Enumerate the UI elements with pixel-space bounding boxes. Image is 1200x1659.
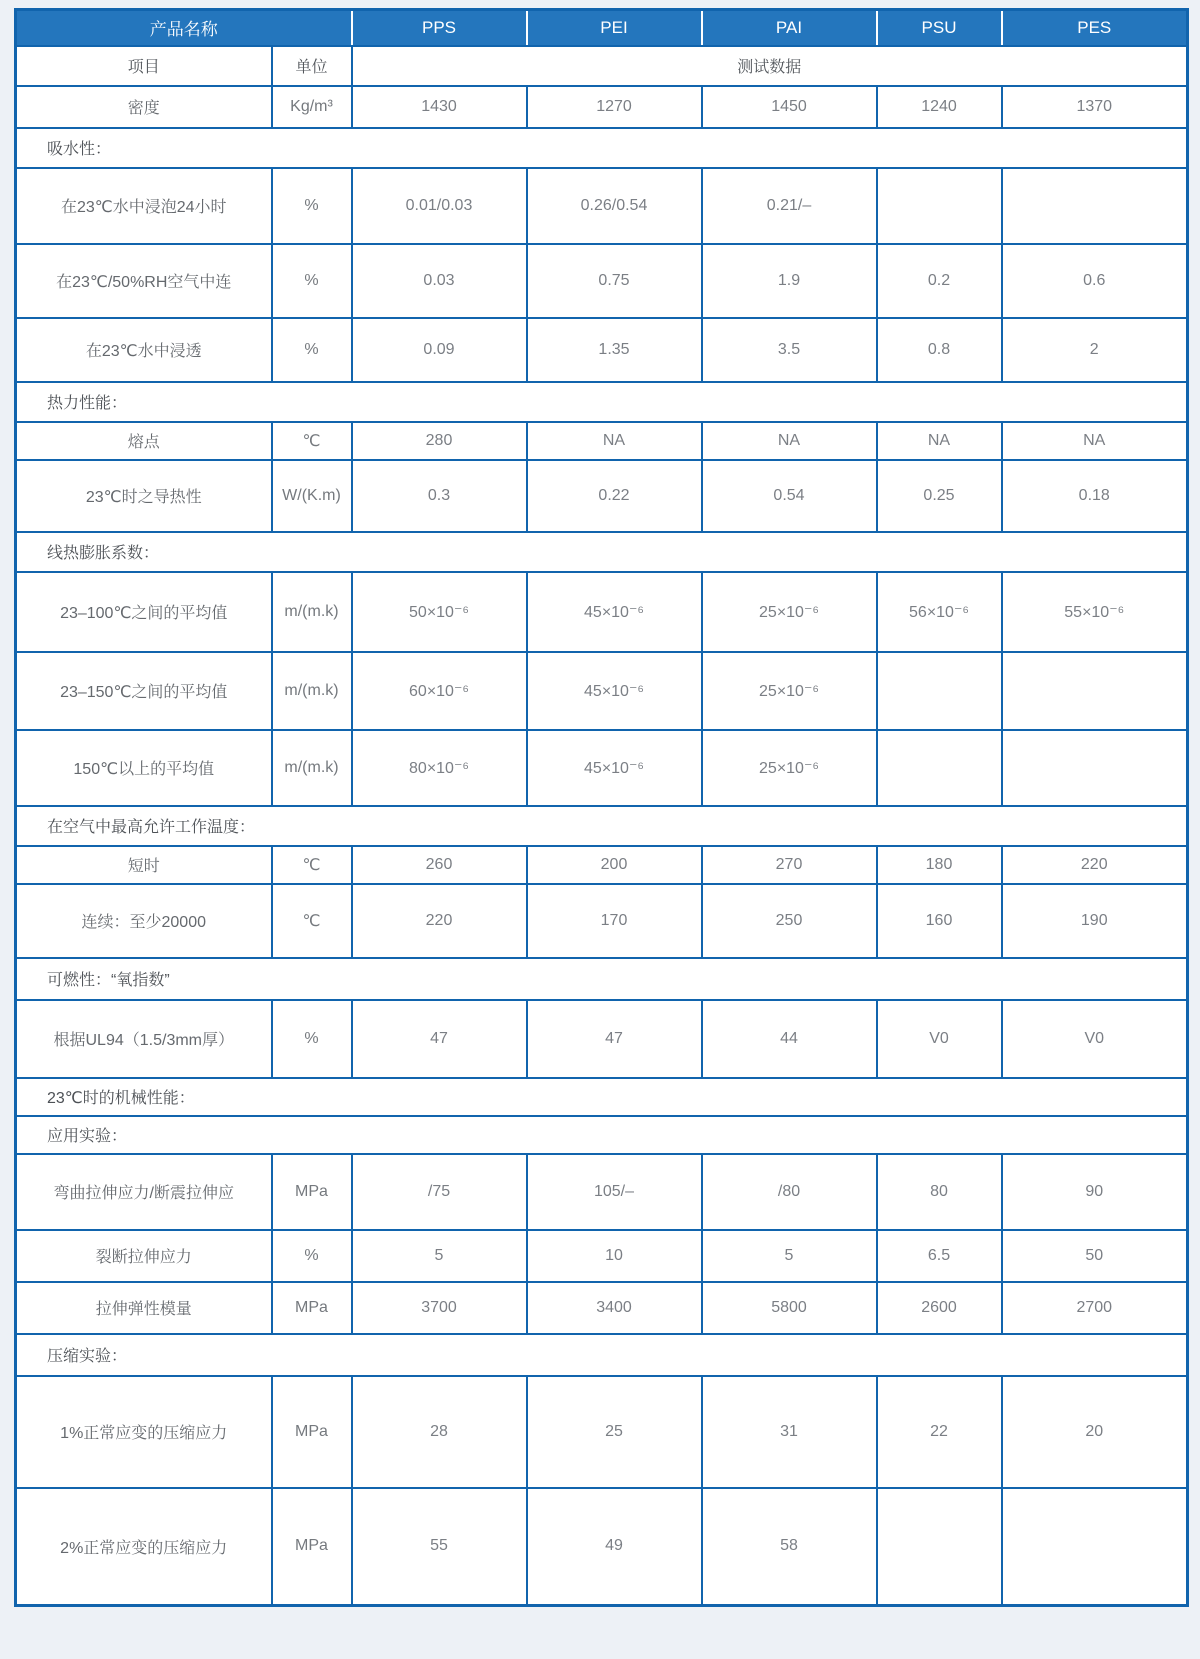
value-cell-pei: 49 [527, 1488, 702, 1606]
item-label-cell: 熔点 [16, 422, 272, 460]
unit-cell: m/(m.k) [272, 572, 352, 652]
value-cell-psu: 0.2 [877, 244, 1002, 318]
value-cell-psu [877, 168, 1002, 244]
section-label: 压缩实验： [16, 1334, 1188, 1376]
section-row-application-test [16, 1116, 1188, 1154]
value-cell-pes: 2700 [1002, 1282, 1188, 1334]
item-label-cell: 短时 [16, 846, 272, 884]
column-header-pei: PEI [527, 10, 702, 46]
table-row [16, 572, 1188, 652]
value-cell-pps: 0.3 [352, 460, 527, 532]
value-cell-pes [1002, 730, 1188, 806]
value-cell-pai: 270 [702, 846, 877, 884]
value-cell-pes [1002, 168, 1188, 244]
value-cell-pai: 5800 [702, 1282, 877, 1334]
value-cell-pai: NA [702, 422, 877, 460]
value-cell-pei: 1.35 [527, 318, 702, 382]
value-cell-pps: 260 [352, 846, 527, 884]
value-cell-pei: 0.22 [527, 460, 702, 532]
item-label-cell: 拉伸弹性模量 [16, 1282, 272, 1334]
table-row [16, 1488, 1188, 1606]
value-cell-pai: 25×10⁻⁶ [702, 572, 877, 652]
unit-cell: MPa [272, 1282, 352, 1334]
item-label-cell: 在23℃水中浸透 [16, 318, 272, 382]
value-cell-pei: 45×10⁻⁶ [527, 572, 702, 652]
value-cell-psu: 6.5 [877, 1230, 1002, 1282]
table-row [16, 652, 1188, 730]
value-cell-psu [877, 730, 1002, 806]
unit-cell: % [272, 1230, 352, 1282]
item-label-cell: 23℃时之导热性 [16, 460, 272, 532]
value-cell-pps: 60×10⁻⁶ [352, 652, 527, 730]
table-row [16, 846, 1188, 884]
section-label: 吸水性： [16, 128, 1188, 168]
column-header-pes: PES [1002, 10, 1188, 46]
table-row [16, 730, 1188, 806]
unit-cell: % [272, 318, 352, 382]
item-label-cell: 密度 [16, 86, 272, 128]
value-cell-pes: 20 [1002, 1376, 1188, 1488]
table-row [16, 1154, 1188, 1230]
value-cell-pps: 1430 [352, 86, 527, 128]
item-label-cell: 在23℃水中浸泡24小时 [16, 168, 272, 244]
column-header-pps: PPS [352, 10, 527, 46]
test-data-header: 测试数据 [352, 46, 1188, 86]
value-cell-pps: 47 [352, 1000, 527, 1078]
value-cell-pes [1002, 652, 1188, 730]
item-label-cell: 23–150℃之间的平均值 [16, 652, 272, 730]
item-label-cell: 150℃以上的平均值 [16, 730, 272, 806]
value-cell-psu: V0 [877, 1000, 1002, 1078]
value-cell-psu: 1240 [877, 86, 1002, 128]
section-row-thermal-expansion [16, 532, 1188, 572]
value-cell-pps: 0.09 [352, 318, 527, 382]
value-cell-pes: 55×10⁻⁶ [1002, 572, 1188, 652]
value-cell-pes: 0.6 [1002, 244, 1188, 318]
item-label-cell: 弯曲拉伸应力/断震拉伸应 [16, 1154, 272, 1230]
value-cell-pei: 200 [527, 846, 702, 884]
section-label: 线热膨胀系数： [16, 532, 1188, 572]
item-column-header: 项目 [16, 46, 272, 86]
unit-cell: % [272, 168, 352, 244]
value-cell-pps: 80×10⁻⁶ [352, 730, 527, 806]
value-cell-pai: 1450 [702, 86, 877, 128]
value-cell-pps: 0.03 [352, 244, 527, 318]
section-label: 可燃性：“氧指数” [16, 958, 1188, 1000]
value-cell-psu [877, 652, 1002, 730]
unit-cell: ℃ [272, 422, 352, 460]
value-cell-pps: 3700 [352, 1282, 527, 1334]
unit-cell: MPa [272, 1154, 352, 1230]
value-cell-pei: NA [527, 422, 702, 460]
unit-cell: m/(m.k) [272, 730, 352, 806]
value-cell-psu: 0.8 [877, 318, 1002, 382]
section-label: 热力性能： [16, 382, 1188, 422]
section-row-mechanical [16, 1078, 1188, 1116]
value-cell-pai: 31 [702, 1376, 877, 1488]
value-cell-pai: 25×10⁻⁶ [702, 730, 877, 806]
table-row [16, 884, 1188, 958]
column-header-psu: PSU [877, 10, 1002, 46]
value-cell-pai: 0.21/– [702, 168, 877, 244]
value-cell-pai: 25×10⁻⁶ [702, 652, 877, 730]
unit-cell: % [272, 1000, 352, 1078]
value-cell-pei: 1270 [527, 86, 702, 128]
item-label-cell: 根据UL94（1.5/3mm厚） [16, 1000, 272, 1078]
table-row-density [16, 86, 1188, 128]
table-row [16, 1000, 1188, 1078]
value-cell-pps: 220 [352, 884, 527, 958]
value-cell-pes: NA [1002, 422, 1188, 460]
value-cell-pes: 190 [1002, 884, 1188, 958]
value-cell-pes: 0.18 [1002, 460, 1188, 532]
unit-cell: W/(K.m) [272, 460, 352, 532]
table-row [16, 318, 1188, 382]
subheader-row [16, 46, 1188, 86]
section-label: 在空气中最高允许工作温度： [16, 806, 1188, 846]
value-cell-pps: 50×10⁻⁶ [352, 572, 527, 652]
value-cell-pei: 3400 [527, 1282, 702, 1334]
section-row-flammability [16, 958, 1188, 1000]
value-cell-pei: 25 [527, 1376, 702, 1488]
value-cell-psu: 160 [877, 884, 1002, 958]
unit-cell: % [272, 244, 352, 318]
unit-cell: Kg/m³ [272, 86, 352, 128]
value-cell-pes: 50 [1002, 1230, 1188, 1282]
table-row [16, 460, 1188, 532]
value-cell-pai: 250 [702, 884, 877, 958]
section-label: 23℃时的机械性能： [16, 1078, 1188, 1116]
table-row [16, 168, 1188, 244]
value-cell-psu: 22 [877, 1376, 1002, 1488]
value-cell-pes: 90 [1002, 1154, 1188, 1230]
value-cell-psu: 2600 [877, 1282, 1002, 1334]
value-cell-pei: 0.26/0.54 [527, 168, 702, 244]
item-label-cell: 在23℃/50%RH空气中连 [16, 244, 272, 318]
section-label: 应用实验： [16, 1116, 1188, 1154]
value-cell-psu: NA [877, 422, 1002, 460]
item-label-cell: 2%正常应变的压缩应力 [16, 1488, 272, 1606]
section-row-compression-test [16, 1334, 1188, 1376]
value-cell-pai: 5 [702, 1230, 877, 1282]
value-cell-pei: 10 [527, 1230, 702, 1282]
value-cell-pps: 28 [352, 1376, 527, 1488]
value-cell-pps: 0.01/0.03 [352, 168, 527, 244]
unit-column-header: 单位 [272, 46, 352, 86]
product-name-header: 产品名称 [16, 10, 352, 46]
value-cell-psu [877, 1488, 1002, 1606]
value-cell-pps: 55 [352, 1488, 527, 1606]
value-cell-pai: 3.5 [702, 318, 877, 382]
value-cell-pai: 44 [702, 1000, 877, 1078]
value-cell-psu: 0.25 [877, 460, 1002, 532]
value-cell-pps: 280 [352, 422, 527, 460]
value-cell-pes [1002, 1488, 1188, 1606]
value-cell-pai: 58 [702, 1488, 877, 1606]
section-row-max-temp [16, 806, 1188, 846]
item-label-cell: 连续：至少20000 [16, 884, 272, 958]
unit-cell: MPa [272, 1376, 352, 1488]
value-cell-psu: 80 [877, 1154, 1002, 1230]
unit-cell: ℃ [272, 846, 352, 884]
header-row [16, 10, 1188, 46]
value-cell-pei: 47 [527, 1000, 702, 1078]
item-label-cell: 23–100℃之间的平均值 [16, 572, 272, 652]
section-row-water-absorption [16, 128, 1188, 168]
value-cell-pps: 5 [352, 1230, 527, 1282]
unit-cell: MPa [272, 1488, 352, 1606]
table-row [16, 244, 1188, 318]
value-cell-pps: /75 [352, 1154, 527, 1230]
value-cell-pes: 2 [1002, 318, 1188, 382]
unit-cell: m/(m.k) [272, 652, 352, 730]
properties-table [14, 8, 1189, 1607]
value-cell-pai: /80 [702, 1154, 877, 1230]
value-cell-pei: 45×10⁻⁶ [527, 652, 702, 730]
item-label-cell: 1%正常应变的压缩应力 [16, 1376, 272, 1488]
unit-cell: ℃ [272, 884, 352, 958]
value-cell-pei: 170 [527, 884, 702, 958]
item-label-cell: 裂断拉伸应力 [16, 1230, 272, 1282]
value-cell-psu: 180 [877, 846, 1002, 884]
value-cell-pei: 45×10⁻⁶ [527, 730, 702, 806]
value-cell-pei: 0.75 [527, 244, 702, 318]
table-row [16, 1282, 1188, 1334]
table-row [16, 1230, 1188, 1282]
table-row [16, 1376, 1188, 1488]
value-cell-pai: 0.54 [702, 460, 877, 532]
value-cell-pei: 105/– [527, 1154, 702, 1230]
value-cell-pes: 1370 [1002, 86, 1188, 128]
section-row-thermal [16, 382, 1188, 422]
table-row [16, 422, 1188, 460]
value-cell-pai: 1.9 [702, 244, 877, 318]
value-cell-psu: 56×10⁻⁶ [877, 572, 1002, 652]
value-cell-pes: 220 [1002, 846, 1188, 884]
value-cell-pes: V0 [1002, 1000, 1188, 1078]
column-header-pai: PAI [702, 10, 877, 46]
